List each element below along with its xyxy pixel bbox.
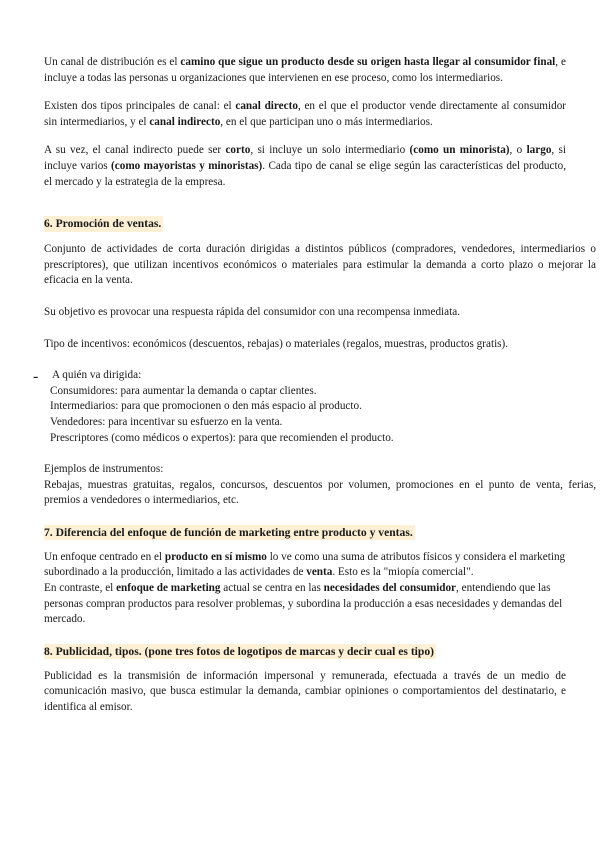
bullet-title: A quién va dirigida: xyxy=(52,369,142,382)
section-heading-8: 8. Publicidad, tipos. (pone tres fotos de logotipos de marcas y decir cual es tipo) xyxy=(44,644,435,658)
section-heading-6: 6. Promoción de ventas. xyxy=(44,217,162,231)
paragraph-enfoque-marketing: En contraste, el enfoque de marketing actual se centra en las necesidades del consumidor, entendiendo que las personas compran productos para resolver problemas, y subordina la producción a esas necesidades y demandas del mercado. xyxy=(44,582,563,626)
paragraph-enfoque-producto: Un enfoque centrado en el producto en sí mismo lo ve como una suma de atributos físicos y considera el marketing subordinado a la producción, limitado a las actividades de venta. Esto es la "miopía comercial". xyxy=(44,550,566,579)
bullet-line: Prescriptores (como médicos o expertos): para que recomienden el producto. xyxy=(50,431,394,444)
bold-canal-directo: canal directo xyxy=(235,100,298,113)
bullet-line: Consumidores: para aumentar la demanda o captar clientes. xyxy=(50,384,317,397)
document-page xyxy=(33,55,596,716)
bullet-line: Vendedores: para incentivar su esfuerzo en la venta. xyxy=(50,415,283,428)
section-6 xyxy=(33,214,596,509)
paragraph-canal-distribucion: Un canal de distribución es el camino que sigue un producto desde su origen hasta llegar al consumidor final, e incluye a todas las personas u organizaciones que intervienen en ese proceso, como los intermediarios. xyxy=(44,56,566,84)
bullet-destinatarios xyxy=(33,368,566,446)
section-heading-7: 7. Diferencia del enfoque de función de marketing entre producto y ventas. xyxy=(44,525,413,539)
bullet-dash: - xyxy=(33,368,39,386)
examples-title: Ejemplos de instrumentos: xyxy=(44,463,164,476)
paragraph-canal-indirecto: A su vez, el canal indirecto puede ser corto, si incluye un solo intermediario (como un minorista), o largo, si incluye varios (como mayoristas y minoristas). Cada tipo de canal se elige según las características del producto, el mercado y la estrategia de la empresa. xyxy=(44,144,566,188)
bold-camino: camino que sigue un producto desde su origen hasta llegar al consumidor final xyxy=(180,56,556,68)
bold-canal-indirecto: canal indirecto xyxy=(149,115,221,128)
examples-text: Rebajas, muestras gratuitas, regalos, concursos, descuentos por volumen, promociones en el punto de venta, ferias, premios a vendedores o intermediarios, etc. xyxy=(44,478,596,507)
paragraph-publicidad: Publicidad es la transmisión de información impersonal y remunerada, efectuada a través de un medio de comunicación masivo, que busca estimular la demanda, cambiar opiniones o comportamientos del destinatario, e identifica al emisor. xyxy=(44,669,566,714)
section-7 xyxy=(44,523,566,628)
section-8 xyxy=(44,642,566,716)
paragraph-promocion-definicion: Conjunto de actividades de corta duración dirigidas a distintos públicos (compradores, vendedores, intermediarios o prescriptores), que utilizan incentivos económicos o materiales para estimular la demanda a corto plazo o mejorar la eficacia en la venta. xyxy=(44,243,596,287)
paragraph-tipo-incentivos: Tipo de incentivos: económicos (descuentos, rebajas) o materiales (regalos, muestras, productos gratis). xyxy=(44,337,509,350)
paragraph-tipos-canal: Existen dos tipos principales de canal: el canal directo, en el que el productor vende directamente al consumidor sin intermediarios, y el canal indirecto, en el que participan uno o más intermediarios. xyxy=(44,100,567,128)
paragraph-promocion-objetivo: Su objetivo es provocar una respuesta rápida del consumidor con una recompensa inmediata. xyxy=(44,305,460,318)
bullet-line: Intermediarios: para que promocionen o den más espacio al producto. xyxy=(50,400,362,413)
